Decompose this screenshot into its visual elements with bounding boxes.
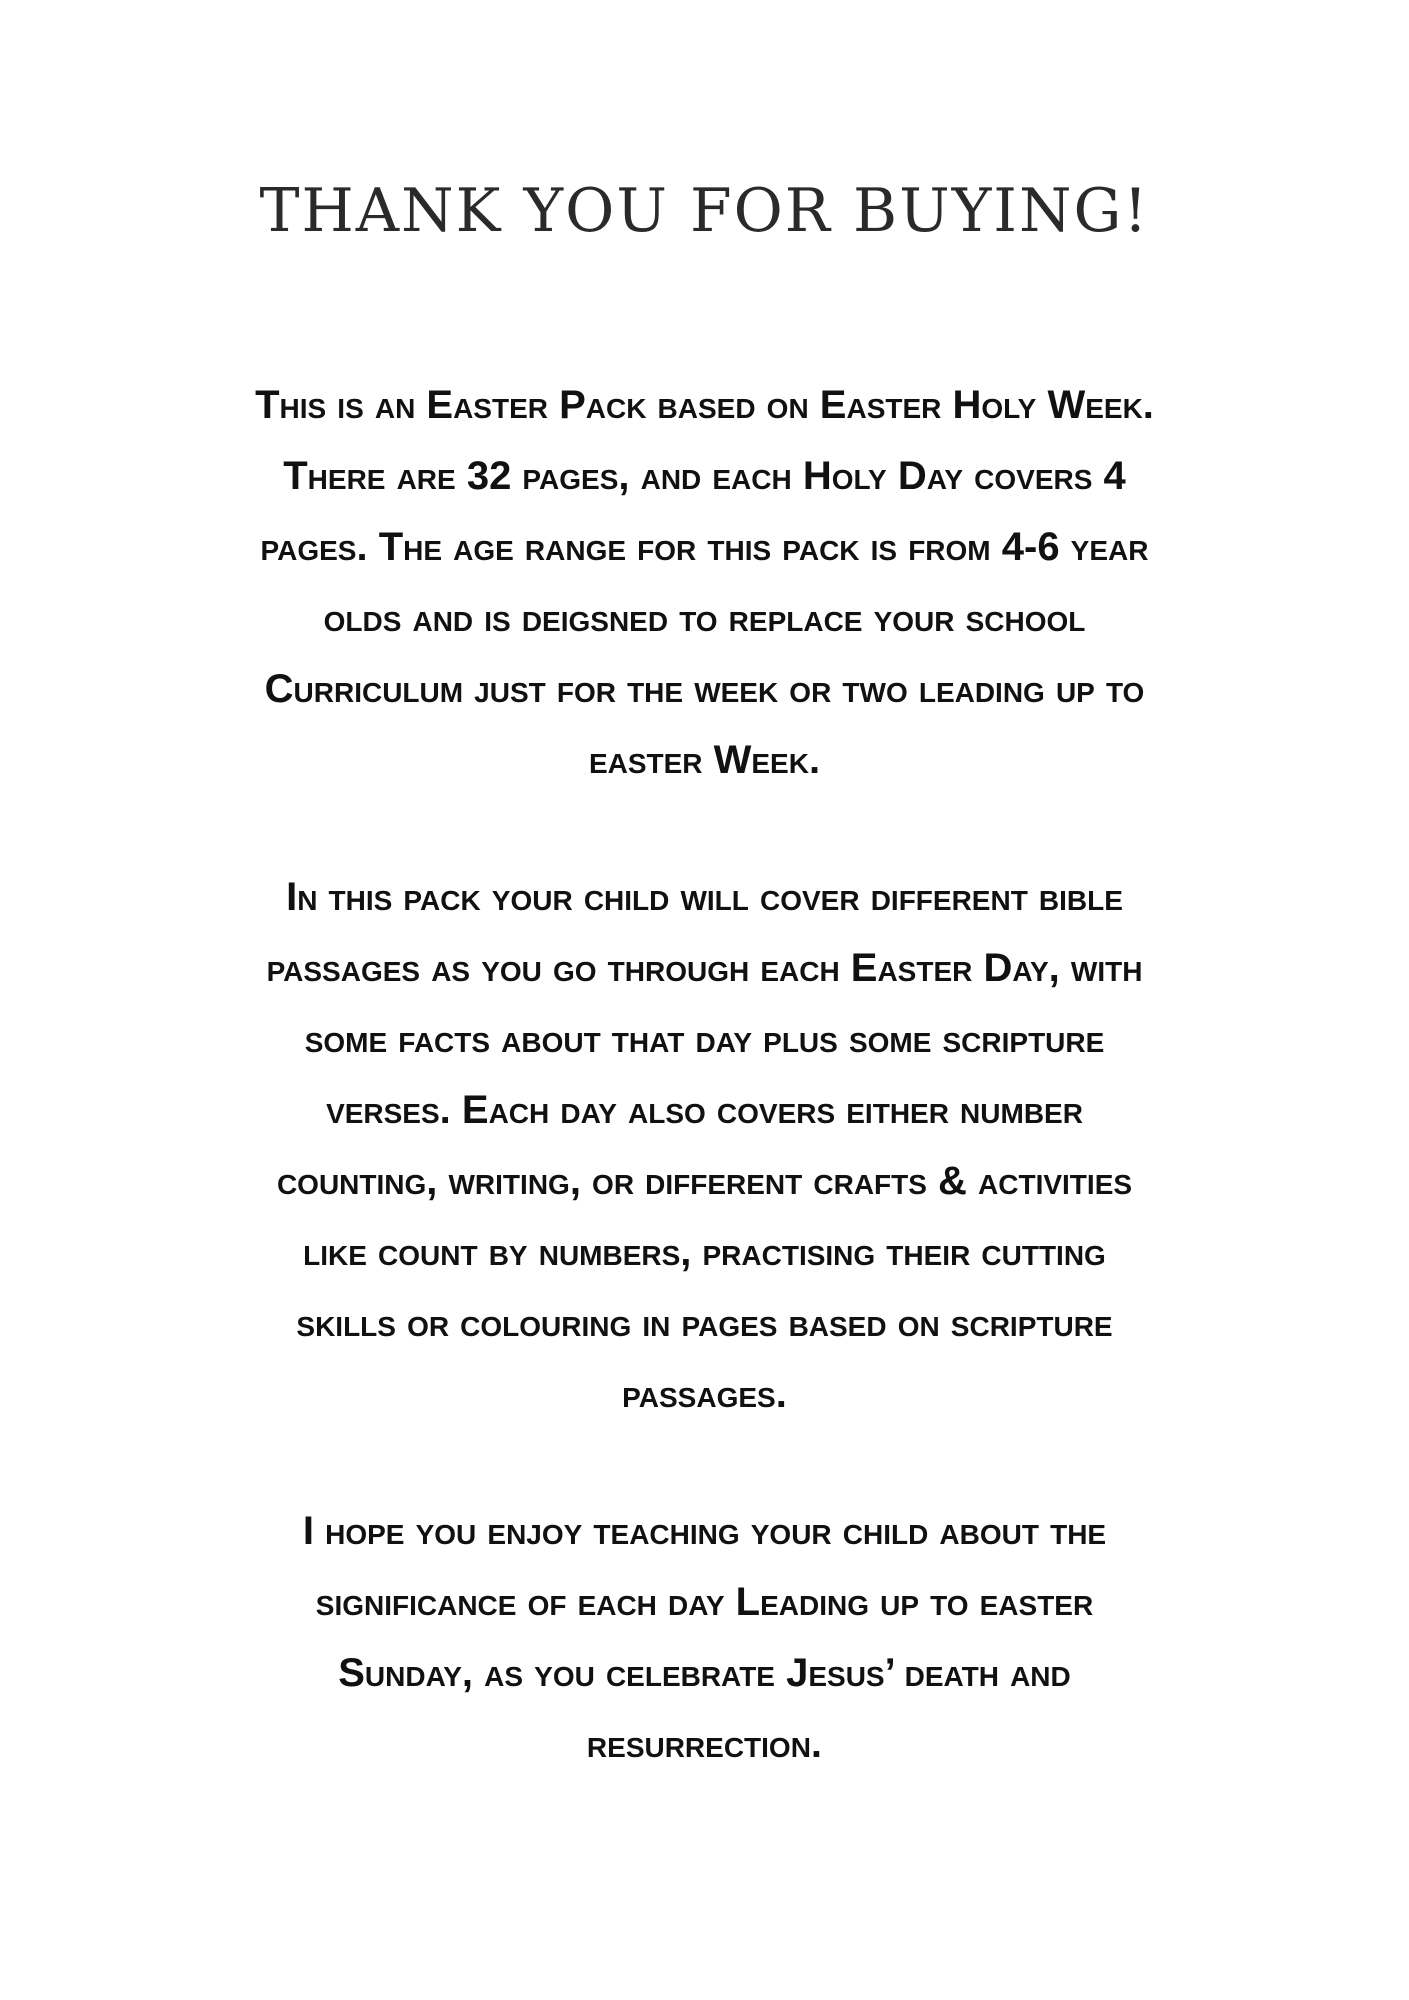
text-line: passages as you go through each Easter Day, with <box>266 946 1143 990</box>
text-line: Sunday, as you celebrate Jesus’ death and <box>338 1651 1071 1695</box>
text-line: like count by numbers, practising their cutting <box>303 1230 1106 1274</box>
intro-paragraph <box>80 370 1329 796</box>
text-line: easter Week. <box>588 738 821 782</box>
text-line: skills or colouring in pages based on scripture <box>296 1301 1113 1345</box>
text-line: verses. Each day also covers either number <box>326 1088 1083 1132</box>
text-line: resurrection. <box>586 1722 823 1766</box>
text-line: some facts about that day plus some scripture <box>304 1017 1105 1061</box>
text-line: In this pack your child will cover different bible <box>286 875 1123 919</box>
text-line: olds and is deigsned to replace your school <box>323 596 1086 640</box>
page-title: THANK YOU FOR BUYING! <box>259 176 1150 246</box>
text-line: Curriculum just for the week or two leading up to <box>264 667 1145 711</box>
text-line: There are 32 pages, and each Holy Day covers 4 <box>283 454 1126 498</box>
content-paragraph <box>80 862 1329 1430</box>
text-line: This is an Easter Pack based on Easter Holy Week. <box>255 383 1154 427</box>
text-line: passages. <box>622 1372 787 1416</box>
text-line: significance of each day Leading up to easter <box>315 1580 1094 1624</box>
text-line: pages. The age range for this pack is from 4-6 year <box>260 525 1149 569</box>
closing-paragraph <box>80 1496 1329 1780</box>
text-line: counting, writing, or different crafts & activities <box>276 1159 1133 1203</box>
text-line: I hope you enjoy teaching your child about the <box>302 1509 1107 1553</box>
